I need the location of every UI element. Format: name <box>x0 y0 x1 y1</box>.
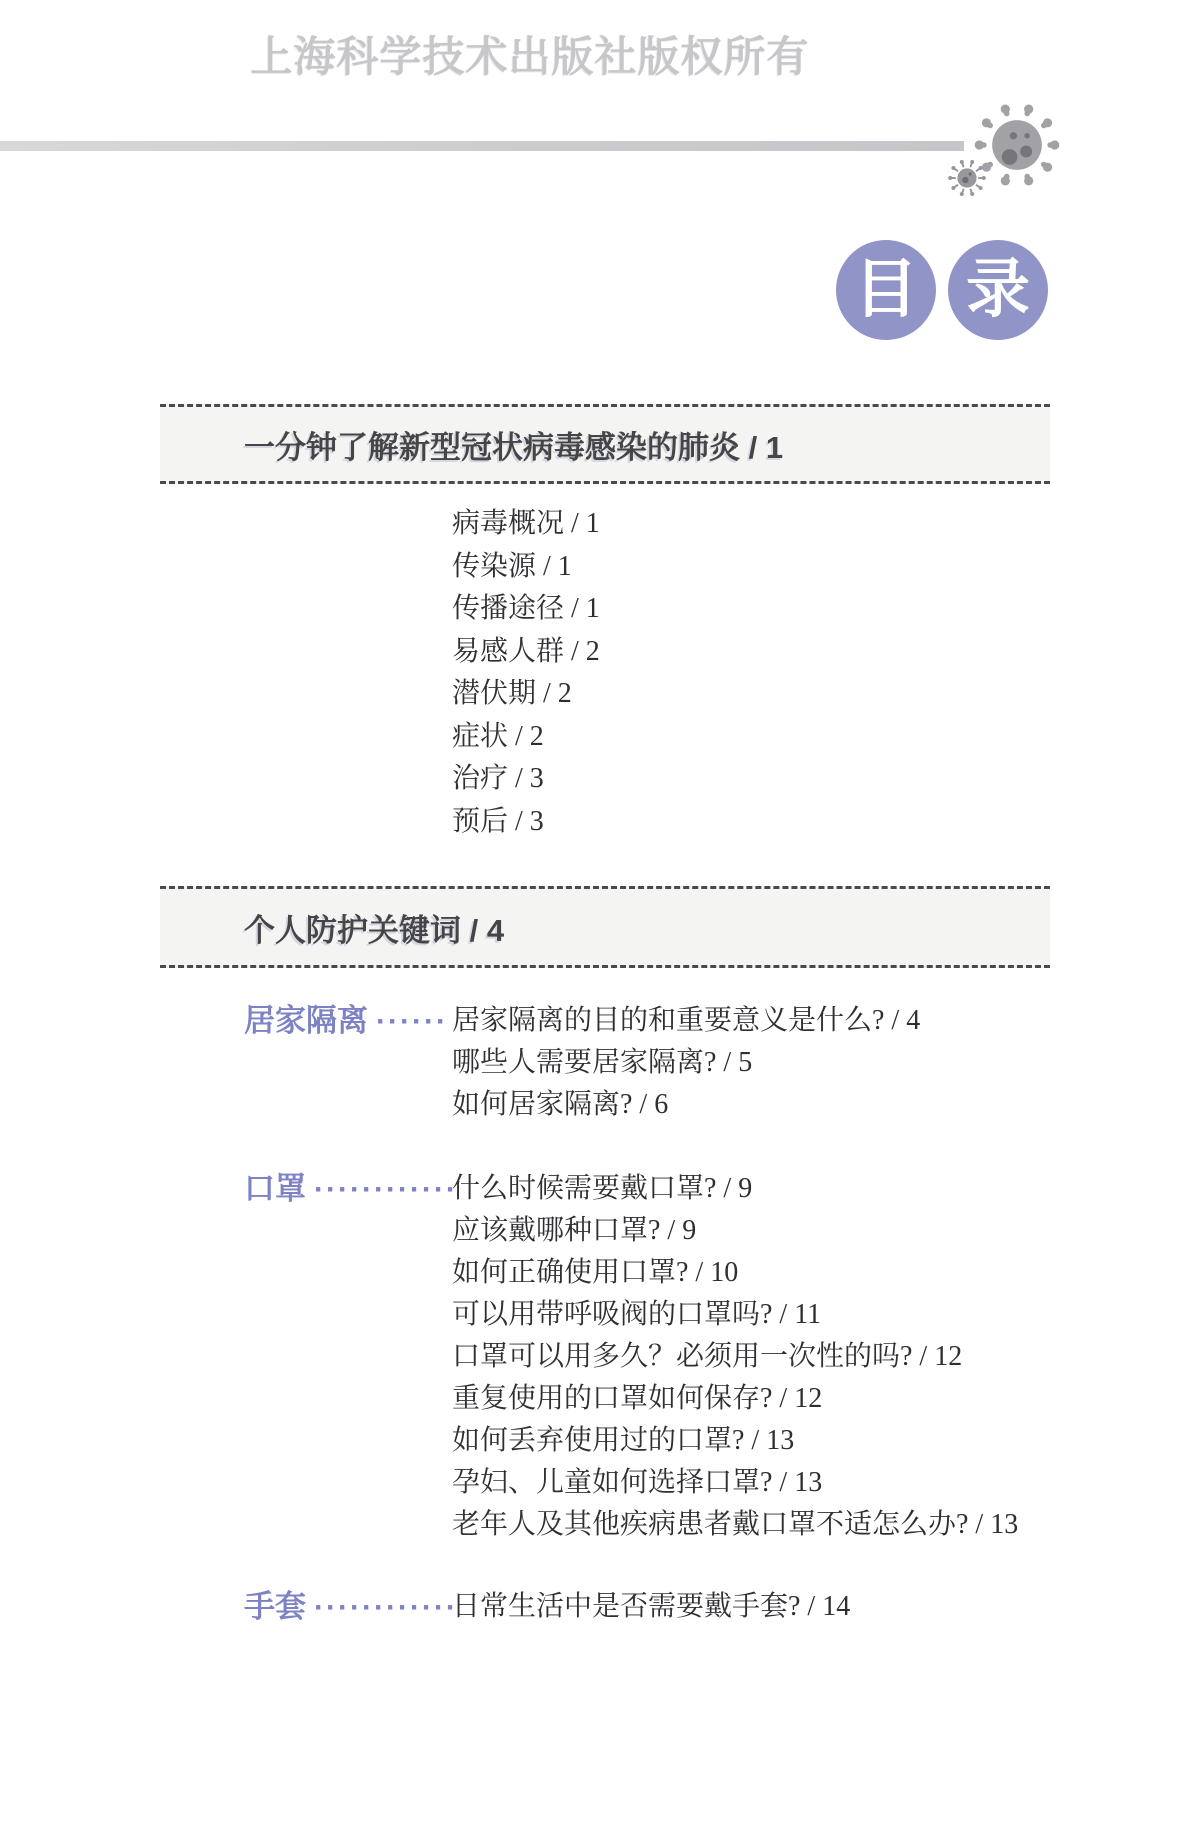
toc-entry: 可以用带呼吸阀的口罩吗? / 11 <box>452 1299 822 1330</box>
toc-entry: 如何丢弃使用过的口罩? / 13 <box>452 1425 795 1456</box>
toc-entry: 潜伏期 / 2 <box>452 678 572 709</box>
keyword-mask <box>244 1168 458 1211</box>
toc-entry: 症状 / 2 <box>452 720 544 752</box>
keyword-gloves <box>244 1586 458 1629</box>
toc-entry: 日常生活中是否需要戴手套? / 14 <box>452 1591 851 1622</box>
decorative-bar <box>0 141 964 151</box>
toc-title-circle-2 <box>948 240 1048 340</box>
toc-entry: 居家隔离的目的和重要意义是什么? / 4 <box>452 1005 921 1036</box>
section-1-header <box>160 404 1050 484</box>
virus-icon-small <box>947 158 987 198</box>
mask-questions <box>452 1168 1018 1546</box>
keyword-label: 口罩 <box>244 1171 306 1206</box>
toc-title-char: 录 <box>966 254 1030 325</box>
home-quarantine-questions <box>452 1000 920 1126</box>
keyword-label: 居家隔离 <box>244 1003 368 1038</box>
toc-entry: 如何居家隔离? / 6 <box>452 1089 669 1120</box>
dotted-leader: ············ <box>314 1591 458 1624</box>
section-2-title: 个人防护关键词 / 4 <box>244 912 505 948</box>
gloves-questions <box>452 1586 850 1628</box>
keyword-home-quarantine <box>244 1000 448 1043</box>
section-1-entries <box>452 503 600 843</box>
toc-entry: 易感人群 / 2 <box>452 635 600 667</box>
toc-entry: 传播途径 / 1 <box>452 593 600 624</box>
toc-entry: 口罩可以用多久？必须用一次性的吗? / 12 <box>452 1341 963 1372</box>
toc-entry: 什么时候需要戴口罩? / 9 <box>452 1173 753 1204</box>
toc-entry: 重复使用的口罩如何保存? / 12 <box>452 1383 823 1414</box>
toc-entry: 传染源 / 1 <box>452 550 572 582</box>
toc-entry: 老年人及其他疾病患者戴口罩不适怎么办? / 13 <box>452 1509 1019 1540</box>
section-2-header <box>160 886 1050 968</box>
toc-entry: 病毒概况 / 1 <box>452 508 600 539</box>
toc-title-char: 目 <box>854 254 918 325</box>
toc-entry: 如何正确使用口罩? / 10 <box>452 1257 739 1288</box>
dotted-leader: ······ <box>376 1005 448 1038</box>
dotted-leader: ············ <box>314 1173 458 1206</box>
toc-entry: 哪些人需要居家隔离? / 5 <box>452 1047 753 1078</box>
toc-entry: 应该戴哪种口罩? / 9 <box>452 1215 697 1246</box>
toc-entry: 孕妇、儿童如何选择口罩? / 13 <box>452 1467 823 1498</box>
toc-entry: 治疗 / 3 <box>452 763 544 794</box>
section-1-title: 一分钟了解新型冠状病毒感染的肺炎 / 1 <box>244 429 784 465</box>
copyright-watermark: 上海科学技术出版社版权所有 <box>250 33 810 80</box>
keyword-label: 手套 <box>244 1589 306 1624</box>
toc-title-circle-1 <box>836 240 936 340</box>
toc-entry: 预后 / 3 <box>452 805 544 837</box>
